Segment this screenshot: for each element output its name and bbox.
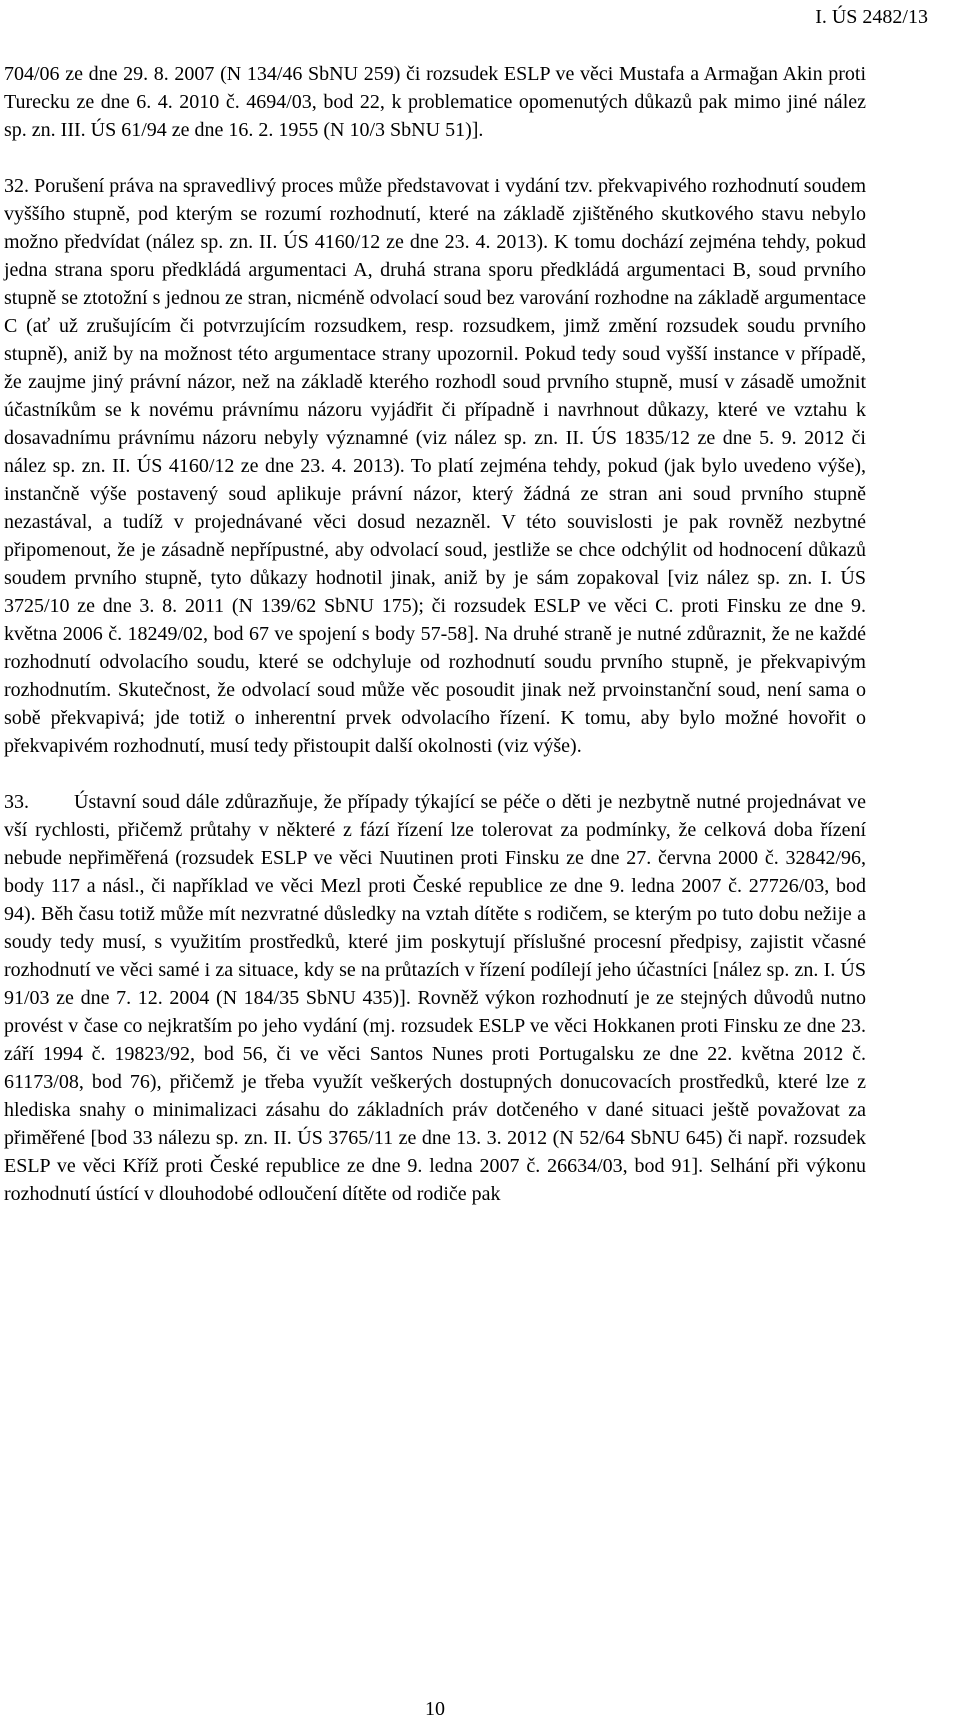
paragraph-33 [4, 788, 866, 1208]
paragraph-32 [4, 172, 866, 760]
paragraph-text: Porušení práva na spravedlivý proces může představovat i vydání tzv. překvapivého rozhodnutí soudem vyššího stupně, pod kterým se rozumí rozhodnutí, které na základě zjištěného skutkového stavu nebylo možno předvídat (nález sp. zn. II. ÚS 4160/12 ze dne 23. 4. 2013). K tomu dochází zejména tehdy, pokud jedna strana sporu předkládá argumentaci A, druhá strana sporu předkládá argumentaci B, soud prvního stupně se ztotožní s jednou ze stran, nicméně odvolací soud bez varování rozhodne na základě argumentace C (ať už zrušujícím či potvrzujícím rozsudkem, resp. rozsudkem, jimž změní rozsudek soudu prvního stupně), aniž by na možnost této argumentace strany upozornil. Pokud tedy soud vyšší instance v případě, že zaujme jiný právní názor, než na základě kterého rozhodl soud prvního stupně, musí v zásadě umožnit účastníkům se k novému právnímu názoru vyjádřit či případně i navrhnout důkazy, které ve vztahu k dosavadnímu právnímu názoru nebyly významné (viz nález sp. zn. II. ÚS 1835/12 ze dne 5. 9. 2012 či nález sp. zn. II. ÚS 4160/12 ze dne 23. 4. 2013). To platí zejména tehdy, pokud (jak bylo uvedeno výše), instančně výše postavený soud aplikuje právní názor, který žádná ze stran ani soud prvního stupně nezastával, a tudíž v projednávané věci dosud nezazněl. V této souvislosti je pak rovněž nezbytné připomenout, že je zásadně nepřípustné, aby odvolací soud, jestliže se chce odchýlit od hodnocení důkazů soudem prvního stupně, tyto důkazy hodnotil jinak, aniž by je sám zopakoval [viz nález sp. zn. I. ÚS 3725/10 ze dne 3. 8. 2011 (N 139/62 SbNU 175); či rozsudek ESLP ve věci C. proti Finsku ze dne 9. května 2006 č. 18249/02, bod 67 ve spojení s body 57-58]. Na druhé straně je nutné zdůraznit, že ne každé rozhodnutí odvolacího soudu, které se odchyluje od rozhodnutí soudu prvního stupně, je překvapivým rozhodnutím. Skutečnost, že odvolací soud může věc posoudit jinak než prvoinstanční soud, není sama o sobě překvapivá; jde totiž o inherentní prvek odvolacího řízení. K tomu, aby bylo možné hovořit o překvapivém rozhodnutí, musí tedy přistoupit další okolnosti (viz výše). [4, 175, 867, 757]
document-body [4, 60, 866, 1208]
paragraph-number: 33. [4, 791, 29, 813]
paragraph-text: Ústavní soud dále zdůrazňuje, že případy týkající se péče o děti je nezbytně nutné projednávat ve vší rychlosti, přičemž průtahy v některé z fází řízení lze tolerovat za podmínky, že celková doba řízení nebude nepřiměřená (rozsudek ESLP ve věci Nuutinen proti Finsku ze dne 27. června 2000 č. 32842/96, body 117 a násl., či například ve věci Mezl proti České republice ze dne 9. ledna 2007 č. 27726/03, bod 94). Běh času totiž může mít nezvratné důsledky na vztah dítěte s rodičem, se kterým po tuto dobu nežije a soudy tedy musí, s využitím prostředků, které jim poskytují příslušné procesní předpisy, zajistit včasné rozhodnutí ve věci samé i za situace, kdy se na průtazích v řízení podílejí jeho účastníci [nález sp. zn. I. ÚS 91/03 ze dne 7. 12. 2004 (N 184/35 SbNU 435)]. Rovněž výkon rozhodnutí je ze stejných důvodů nutno provést v čase co nejkratším po jeho vydání (mj. rozsudek ESLP ve věci Hokkanen proti Finsku ze dne 23. září 1994 č. 19823/92, bod 56, či ve věci Santos Nunes proti Portugalsku ze dne 22. května 2012 č. 61173/08, bod 76), přičemž je třeba využít veškerých dostupných donucovacích prostředků, které lze z hlediska snahy o minimalizaci zásahu do základních práv dotčeného v dané situaci ještě považovat za přiměřené [bod 33 nálezu sp. zn. II. ÚS 3765/11 ze dne 13. 3. 2012 (N 52/64 SbNU 645) či např. rozsudek ESLP ve věci Kříž proti České republice ze dne 9. ledna 2007 č. 26634/03, bod 91]. Selhání při výkonu rozhodnutí ústící v dlouhodobé odloučení dítěte od rodiče pak [4, 791, 866, 1205]
page-number: 10 [425, 1698, 445, 1720]
paragraph-number: 32. [4, 175, 29, 197]
case-reference-header: I. ÚS 2482/13 [815, 6, 928, 28]
continuation-paragraph: 704/06 ze dne 29. 8. 2007 (N 134/46 SbNU 259) či rozsudek ESLP ve věci Mustafa a Armağan Akin proti Turecku ze dne 6. 4. 2010 č. 4694/03, bod 22, k problematice opomenutých důkazů pak mimo jiné nález sp. zn. III. ÚS 61/94 ze dne 16. 2. 1955 (N 10/3 SbNU 51)]. [4, 63, 866, 141]
